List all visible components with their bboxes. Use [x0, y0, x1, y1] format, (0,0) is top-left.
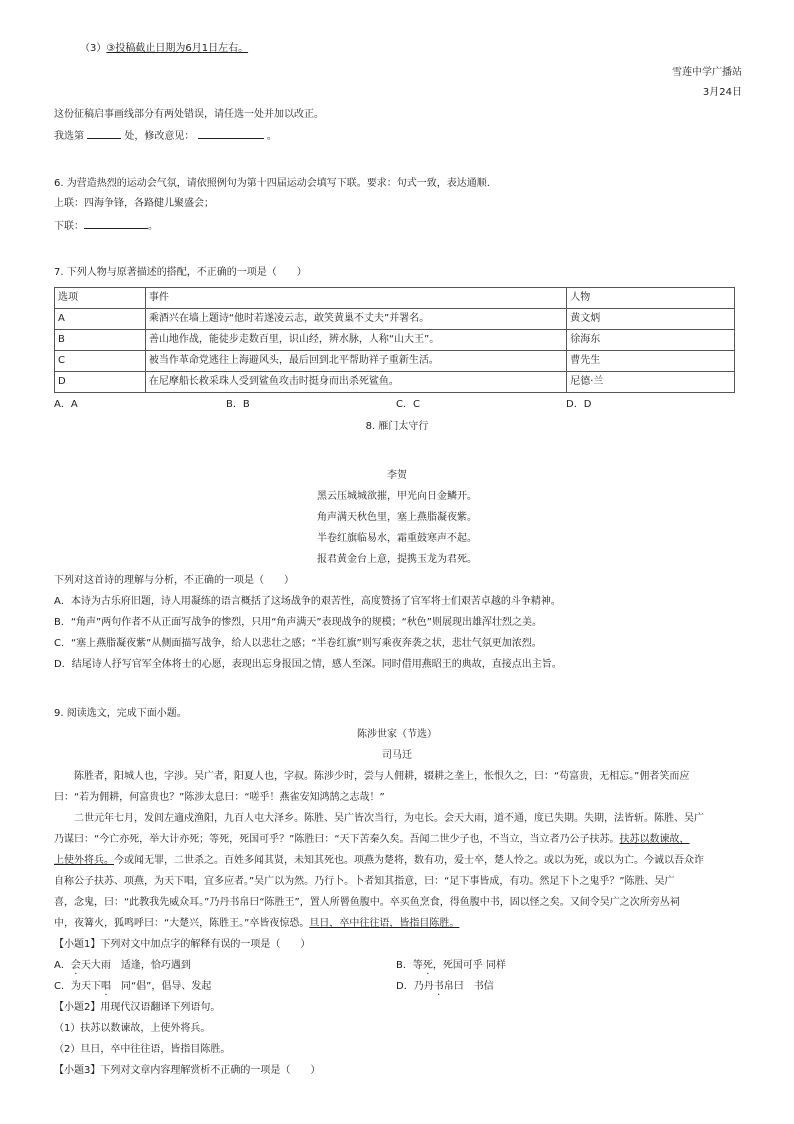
- table-row: [55, 351, 735, 372]
- q8-title: 8. 雁门太守行: [365, 421, 429, 432]
- q7-option-b[interactable]: B．B: [226, 399, 250, 410]
- q9-paragraph-line: 陈胜者，阳城人也，字涉。吴广者，阳夏人也，字叔。陈涉少时，尝与人佣耕，辍耕之垄上，怅恨久之，曰：“苟富贵，无相忘。”佣者笑而应: [54, 771, 690, 782]
- q9-sub3-stem: 【小题3】下列对文章内容理解赏析不正确的一项是（ ）: [54, 1065, 321, 1076]
- q9-text: 今或闻无罪，二世杀之。百姓多闻其贤，未知其死也。项燕为楚将，数有功，爱士卒，楚人怜之。或以为死，或以为亡。今诚以吾众诈: [114, 855, 704, 866]
- q9-paragraph-line: 喜，念鬼，曰：“此教我先威众耳。”乃丹书帛曰“陈胜王”，置人所罾鱼腹中。卒买鱼烹食，得鱼腹中书，固以怪之矣。又间令吴广之次所旁丛祠: [54, 897, 680, 908]
- q5-answer-a: 我选第: [54, 131, 84, 142]
- q6-stem: 6. 为营造热烈的运动会气氛，请依照例句为第十四届运动会填写下联。要求：句式一致，表达通顺.: [54, 178, 490, 189]
- table-cell: 善山地作战，能徒步走数百里，识山经，辨水脉，人称“山大王”。: [145, 330, 566, 351]
- q7-option-d[interactable]: D．D: [566, 399, 592, 410]
- q7-option-a[interactable]: A．A: [54, 399, 78, 410]
- table-row: [55, 309, 735, 330]
- q8-poem-line: 半卷红旗临易水，霜重鼓寒声不起。: [317, 533, 477, 544]
- dotted-char: 书: [433, 981, 444, 992]
- q9-sub1-stem: 【小题1】下列对文中加点字的解释有误的一项是（ ）: [54, 939, 311, 950]
- q8-poem-line: 角声满天秋色里，塞上燕脂凝夜紫。: [317, 512, 477, 523]
- q6-blank[interactable]: [84, 218, 148, 229]
- q9-text: 中，夜篝火，狐鸣呼曰：“大楚兴，陈胜王。”卒皆夜惊恐。: [54, 918, 310, 929]
- q9-sub1-option-b[interactable]: [396, 959, 506, 973]
- q6-lower-line: [54, 218, 158, 234]
- table-cell: 乘酒兴在墙上题诗“他时若遂凌云志，敢笑黄巢不丈夫”并署名。: [145, 309, 566, 330]
- q9-paragraph-line: 二世元年七月，发闾左適戍渔阳，九百人屯大泽乡。陈胜、吴广皆次当行，为屯长。会天大雨，道不通，度已失期。失期，法皆斩。陈胜、吴广: [54, 813, 704, 824]
- q5-answer-line: [54, 128, 277, 144]
- q7-option-c[interactable]: C．C: [396, 399, 420, 410]
- q7-table: [54, 287, 735, 393]
- dotted-char: 会: [70, 960, 81, 971]
- q5-blank-suggestion[interactable]: [198, 128, 264, 139]
- q5-signature-date: 3月24日: [702, 87, 742, 98]
- q8-option-b[interactable]: B．“角声”两句作者不从正面写战争的惨烈，只用“角声满天”表现战争的规模；“秋色”则展现出雄浑壮烈之美。: [54, 617, 542, 628]
- table-cell: B: [55, 330, 146, 351]
- q9-paragraph-line: [54, 917, 459, 931]
- q7-stem: 7. 下列人物与原著描述的搭配，不正确的一项是（ ）: [54, 267, 307, 278]
- q8-author: 李贺: [387, 470, 407, 481]
- q9-sub2-item: （1）扶苏以数谏故，上使外将兵。: [54, 1023, 211, 1034]
- q9-paragraph-line: [54, 833, 690, 847]
- q9-sub1-option-a[interactable]: [54, 959, 191, 973]
- q9-underlined-text: 扶苏以数谏故，: [619, 834, 690, 845]
- q9-stem: 9. 阅读选文，完成下面小题。: [54, 708, 187, 719]
- q6-upper: 上联：四海争锋，各路健儿聚盛会；: [54, 198, 214, 209]
- dotted-char: 死: [422, 960, 433, 971]
- opt-post: 同“倡”，倡导、发起: [110, 981, 212, 992]
- opt-post: 天大雨 适逢，恰巧遇到: [80, 960, 191, 971]
- table-cell: 曹先生: [567, 351, 735, 372]
- q9-sub1-option-d[interactable]: [396, 980, 494, 994]
- q8-poem-line: 黑云压城城欲摧，甲光向日金鳞开。: [317, 491, 477, 502]
- q9-author: 司马迁: [382, 750, 412, 761]
- table-header: 选项: [55, 288, 146, 309]
- q8-option-c[interactable]: C．“塞上燕脂凝夜紫”从侧面描写战争，给人以悲壮之感；“半卷红旗”则写乘夜奔袭之状，悲壮气氛更加浓烈。: [54, 638, 542, 649]
- q5-blank-position[interactable]: [87, 128, 121, 139]
- table-cell: C: [55, 351, 146, 372]
- q5-instruction: 这份征稿启事画线部分有两处错误，请任选一处并加以改正。: [54, 109, 324, 120]
- q9-paragraph-line: 自称公子扶苏、项燕，为天下唱，宜多应者。”吴广以为然。乃行卜。卜者知其指意，曰：“足下事皆成，有功。然足下卜之鬼乎？”陈胜、吴广: [54, 876, 675, 887]
- q9-text: 乃谋曰：“今亡亦死，举大计亦死；等死，死国可乎？”陈胜曰：“天下苦秦久矣。吾闻二世少子也，不当立，当立者乃公子扶苏。: [54, 834, 620, 845]
- q5-item3: [80, 42, 248, 56]
- q9-paragraph-line: [54, 854, 704, 868]
- opt-pre: A．: [54, 960, 71, 971]
- q9-sub2-item: （2）旦日，卒中往往语，皆指目陈胜。: [54, 1044, 231, 1055]
- opt-pre: D．乃丹: [396, 981, 434, 992]
- table-cell: 在尼摩船长救采珠人受到鲨鱼攻击时挺身而出杀死鲨鱼。: [145, 372, 566, 393]
- q5-answer-c: 。: [266, 131, 277, 142]
- table-header-row: [55, 288, 735, 309]
- q9-sub1-option-c[interactable]: [54, 980, 211, 994]
- opt-post: ，死国可乎 同样: [432, 960, 507, 971]
- table-row: [55, 372, 735, 393]
- q8-stem: 下列对这首诗的理解与分析，不正确的一项是（ ）: [54, 575, 294, 586]
- q6-lower-prefix: 下联：: [54, 221, 84, 232]
- q5-item3-text: ③投稿截止日期为6月1日左右。: [106, 43, 249, 54]
- table-header: 人物: [567, 288, 735, 309]
- table-cell: 被当作革命党逃往上海避风头，最后回到北平帮助祥子重新生活。: [145, 351, 566, 372]
- table-row: [55, 330, 735, 351]
- opt-post: 帛曰 书信: [443, 981, 494, 992]
- opt-pre: B．等: [396, 960, 423, 971]
- q9-underlined-text: 旦日，卒中往往语，皆指目陈胜。: [309, 918, 460, 929]
- table-cell: 黄文炳: [567, 309, 735, 330]
- q9-sub2-stem: 【小题2】用现代汉语翻译下列语句。: [54, 1002, 221, 1013]
- table-cell: A: [55, 309, 146, 330]
- opt-pre: C．为天下: [54, 981, 101, 992]
- table-cell: D: [55, 372, 146, 393]
- table-cell: 尼德·兰: [567, 372, 735, 393]
- table-header: 事件: [145, 288, 566, 309]
- q5-item3-prefix: （3）: [80, 43, 107, 54]
- q5-answer-b: 处，修改意见：: [124, 131, 195, 142]
- q8-option-d[interactable]: D．结尾诗人抒写官军全体将士的心愿，表现出忘身报国之情，感人至深。同时借用燕昭王的典故，直接点出主旨。: [54, 659, 562, 670]
- q9-underlined-text: 上使外将兵。: [54, 855, 114, 866]
- q5-signature-org: 雪莲中学广播站: [672, 67, 742, 78]
- q6-lower-suffix: 。: [148, 221, 158, 232]
- q8-option-a[interactable]: A．本诗为古乐府旧题，诗人用凝练的语言概括了这场战争的艰苦性，高度赞扬了官军将士们艰苦卓越的斗争精神。: [54, 596, 561, 607]
- table-cell: 徐海东: [567, 330, 735, 351]
- q9-title: 陈涉世家（节选）: [357, 729, 437, 740]
- dotted-char: 唱: [100, 981, 111, 992]
- q9-paragraph-line: 曰：“若为佣耕，何富贵也？”陈涉太息曰：“嗟乎！燕雀安知鸿鹄之志哉！”: [54, 792, 385, 803]
- q8-poem-line: 报君黄金台上意，提携玉龙为君死。: [317, 554, 477, 565]
